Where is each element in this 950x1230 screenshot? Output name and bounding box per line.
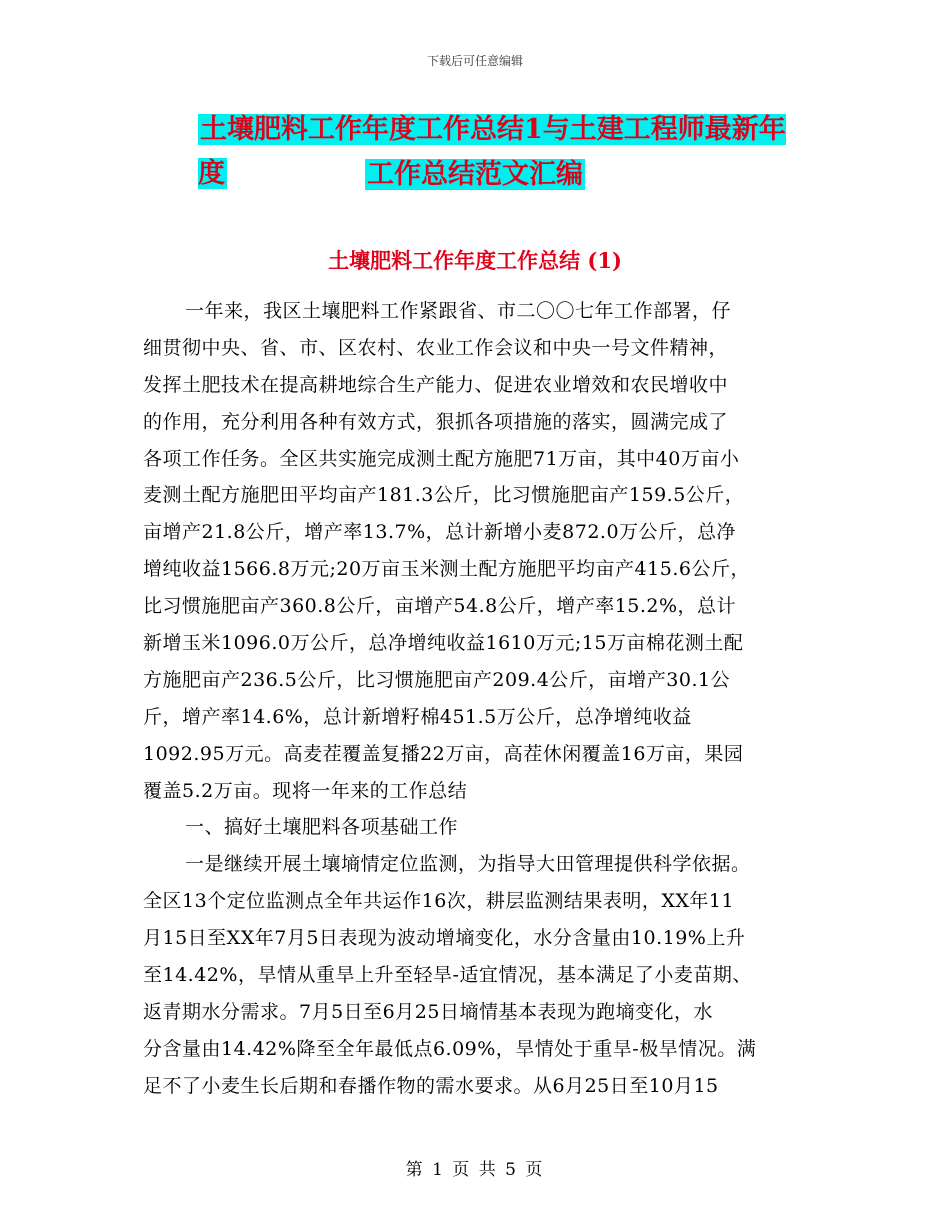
body-line: 一是继续开展土壤墒情定位监测，为指导大田管理提供科学依据。 xyxy=(185,853,751,876)
body-line: 比习惯施肥亩产360.8公斤，亩增产54.8公斤，增产率15.2%，总计 xyxy=(143,595,737,618)
body-line: 增纯收益1566.8万元;20万亩玉米测土配方施肥平均亩产415.6公斤， xyxy=(143,558,750,581)
body-line: 斤，增产率14.6%，总计新增籽棉451.5万公斤，总净增纯收益 xyxy=(143,705,692,728)
body-line: 的作用，充分利用各种有效方式，狠抓各项措施的落实，圆满完成了 xyxy=(143,410,729,433)
body-line: 一年来，我区土壤肥料工作紧跟省、市二〇〇七年工作部署，仔 xyxy=(185,300,732,322)
body-line: 返青期水分需求。7月5日至6月25日墒情基本表现为跑墒变化，水 xyxy=(143,1000,713,1023)
document-title-line-2: 工作总结范文汇编 xyxy=(367,159,583,190)
body-line: 方施肥亩产236.5公斤，比习惯施肥亩产209.4公斤，亩增产30.1公 xyxy=(143,668,731,691)
page-footer: 第 1 页 共 5 页 xyxy=(405,1160,545,1180)
body-line: 全区13个定位监测点全年共运作16次，耕层监测结果表明，XX年11 xyxy=(143,890,735,913)
body-line: 覆盖5.2万亩。现将一年来的工作总结 xyxy=(143,779,468,802)
body-line: 亩增产21.8公斤，增产率13.7%，总计新增小麦872.0万公斤，总净 xyxy=(143,521,737,544)
body-line: 细贯彻中央、省、市、区农村、农业工作会议和中央一号文件精神， xyxy=(143,336,729,359)
document-title-line-1: 土壤肥料工作年度工作总结1与土建工程师最新年度 xyxy=(198,114,786,189)
body-line: 发挥土肥技术在提高耕地综合生产能力、促进农业增效和农民增收中 xyxy=(143,373,729,396)
body-line: 各项工作任务。全区共实施完成测土配方施肥71万亩，其中40万亩小 xyxy=(143,447,740,470)
body-line: 麦测土配方施肥田平均亩产181.3公斤，比习惯施肥亩产159.5公斤， xyxy=(143,484,745,507)
section-heading: 一、搞好土壤肥料各项基础工作 xyxy=(185,816,459,839)
body-text xyxy=(143,293,813,1105)
body-line: 分含量由14.42%降至全年最低点6.09%，旱情处于重旱-极旱情况。满 xyxy=(143,1037,757,1060)
body-line: 新增玉米1096.0万公斤，总净增纯收益1610万元;15万亩棉花测土配 xyxy=(143,632,744,655)
body-line: 月15日至XX年7月5日表现为波动增墒变化，水分含量由10.19%上升 xyxy=(143,927,746,950)
section-subtitle: 土壤肥料工作年度工作总结 (1) xyxy=(328,248,622,273)
body-line: 至14.42%，旱情从重旱上升至轻旱-适宜情况，基本满足了小麦苗期、 xyxy=(143,964,752,987)
header-note: 下载后可任意编辑 xyxy=(426,54,523,68)
body-line: 1092.95万元。高麦茬覆盖复播22万亩，高茬休闲覆盖16万亩，果园 xyxy=(143,742,744,765)
body-line: 足不了小麦生长后期和春播作物的需水要求。从6月25日至10月15 xyxy=(143,1074,719,1097)
